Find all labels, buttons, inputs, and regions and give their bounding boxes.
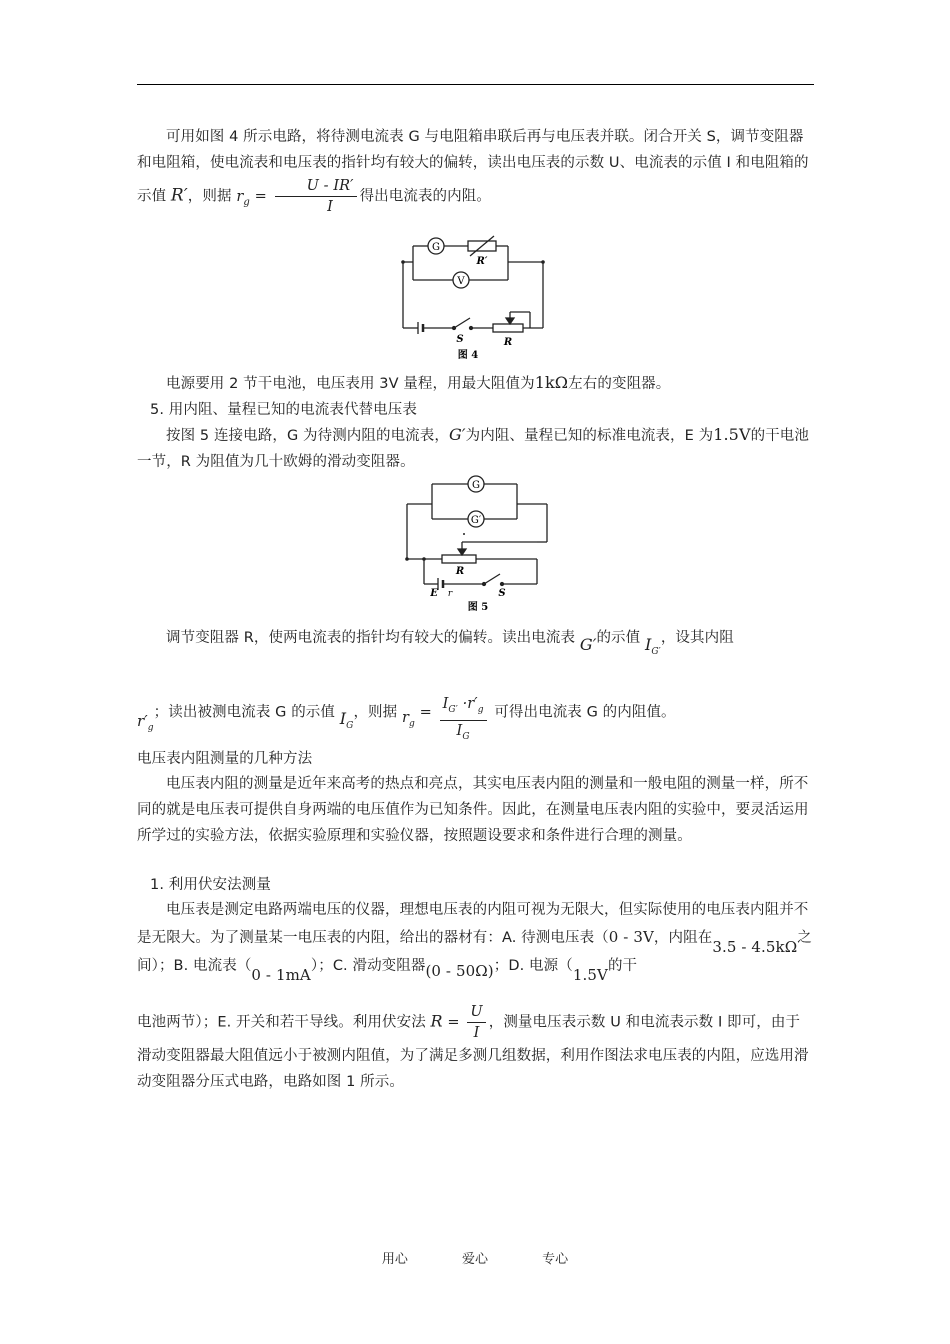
p4-text-a: 按图 5 连接电路，G 为待测内阻的电流表， [166,428,449,444]
fig4-R-label: R [503,337,513,348]
p9-range-a: 0 - 1mA [251,966,311,984]
fig5-r-label: r [447,589,453,599]
p2-value: 1kΩ [534,373,569,392]
p7-text: 电压表内阻的测量是近年来高考的热点和亮点，其实电压表内阻的测量和一般电阻的测量一样，所不同的就是电压表可提供自身两端的电压值作为已知条件。因此，在测量电压表内阻的实验中，要灵活运用所学过的实验方法，依据实验原理和实验仪器，按照题设要求和条件进行合理的测量。 [137,776,809,844]
figure-5-circuit [402,474,552,614]
paragraph-voltammetry-cont [137,1002,814,1095]
p6-text-a: ；读出被测电流表 G 的示值 [153,704,336,721]
p10-R: R [430,1011,443,1031]
p9-text-e: ；D. 电源（ [493,958,573,974]
paragraph-read-gprime [137,624,814,657]
p5-g-prime: G′ [579,635,597,654]
p10-equals: = [447,1014,460,1031]
header-rule [137,84,814,85]
p5-i-sub: G′ [651,647,661,658]
section-1-heading [150,872,827,898]
p5-i-symbol [644,635,661,658]
p4-emf: 1.5V [713,425,751,444]
p9-range-r: 3.5 - 4.5kΩ [712,938,798,956]
p5-text-a: 调节变阻器 R，使两电流表的指针均有较大的偏转。读出电流表 [166,630,576,646]
p6-denominator [440,721,487,747]
paragraph-gprime-formula [137,686,814,742]
p6-rg-symbol [137,712,154,734]
p6-den-i: I [456,722,463,739]
p6-ig-sub: G [346,721,354,732]
p1-text-b: ，则据 [187,188,232,205]
p6-rg-letter: r′ [137,712,148,731]
fig4-caption: 图 4 [457,350,479,361]
p6-ig-symbol [339,709,354,732]
p10-den: I [473,1025,480,1041]
p6-den-sub: G [462,731,470,742]
p9-text-d: ）；C. 滑动变阻器 [310,958,426,974]
p3-text: 5. 用内阻、量程已知的电流表代替电压表 [150,402,417,418]
p6-lhs-sub: g [409,719,415,730]
p6-num-sub2: g [477,704,484,715]
fig4-G-label: G [432,242,440,253]
formula-denominator: I [327,199,333,215]
p9-emf: 1.5V [572,966,608,984]
paragraph-fig5-method [137,422,814,475]
rg-letter: r [236,188,244,205]
p5-text-b: 的示值 [596,630,641,646]
formula-fraction [275,176,357,217]
footer-c: 专心 [542,1252,569,1267]
section-5-heading [150,397,827,423]
fig5-E-label: E [430,588,438,599]
fig4-S-label: S [456,334,464,345]
p4-text-c: 的干电池一节，R 为阻值为几十欧姆的滑动变阻器。 [137,428,810,470]
p10-num: U [467,1002,485,1023]
p4-g-prime: G′ [449,425,466,444]
rg-symbol [236,188,250,208]
p4-text-b: 为内阻、量程已知的标准电流表，E 为 [465,428,714,444]
p8-text: 1. 利用伏安法测量 [150,877,271,893]
p6-text-b: ，则据 [353,704,398,721]
h1-text: 电压表内阻测量的几种方法 [137,751,313,767]
p2-text-b: 左右的变阻器。 [568,376,671,392]
paragraph-voltmeter-intro [137,771,814,849]
section-voltmeter-heading [137,746,814,772]
p1-text-c: 得出电流表的内阻。 [359,188,491,205]
fig5-S-label: S [498,588,506,599]
p6-rg-sub: g [147,723,154,734]
p9-text-f: 的干 [607,958,638,974]
fig4-V-label: V [457,276,465,287]
p5-i-letter: I [644,635,652,654]
p9-text-a: 电压表是测定电路两端电压的仪器，理想电压表的内阻可视为无限大，但实际使用的电压表内阻并不是无限大。为了测量某一电压表的内阻，给出的器材有：A. 待测电压表（ [137,902,809,946]
equals-sign: = [254,188,267,205]
p10-fraction [467,1002,485,1043]
p6-fraction [440,694,487,747]
p6-lhs [401,710,415,730]
figure-4-circuit [398,232,548,362]
formula-numerator: U - IR′ [275,176,357,197]
p9-text-c: 之间）；B. 电流表（ [137,930,812,974]
p6-numerator [440,694,487,721]
p6-num-mid: ·r′ [457,696,478,712]
footer-a: 用心 [381,1252,408,1267]
fig5-G-label: G [472,480,480,491]
paragraph-voltammetry [137,897,814,984]
p6-text-c: 可得出电流表 G 的内阻值。 [494,704,676,721]
p9-range-v: 0 - 3V [608,928,654,946]
p2-text-a: 电源要用 2 节干电池，电压表用 3V 量程，用最大阻值为 [166,376,535,392]
fig4-Rprime-label: R′ [476,256,488,267]
p6-num-sub1: G′ [448,704,458,715]
p10-text-b: ，测量电压表示数 U 和电流表示数 I 即可，由于滑动变阻器最大阻值远小于被测内阻值，为了满足多测几组数据，利用作图法求电压表的内阻，应选用滑动变阻器分压式电路，电路如图 1 所示。 [137,1014,809,1090]
p1-text: 可用如图 4 所示电路，将待测电流表 G 与电阻箱串联后再与电压表并联。闭合开关 S，调节变阻器和电阻箱，使电流表和电压表的指针均有较大的偏转，读出电压表的示数 U、电流表的示值 I 和电阻箱的示值 [137,129,809,205]
p5-text-c: ，设其内阻 [660,630,734,646]
p10-text-a: 电池两节）；E. 开关和若干导线。利用伏安法 [137,1014,426,1031]
paragraph-fig4-method [137,124,814,217]
fig5-caption: 图 5 [467,602,489,613]
p9-range-rh: (0 - 50Ω) [425,962,494,980]
p9-text-b: ，内阻在 [653,930,713,946]
p6-equals: = [419,704,432,721]
r-prime-symbol: R′ [170,185,188,206]
p6-ig-letter: I [339,709,347,729]
footer-b: 爱心 [461,1252,488,1267]
rg-sub: g [243,196,250,208]
fig5-Gprime-label: G′ [470,515,482,526]
page-footer [0,1248,950,1267]
p6-lhs-letter: r [401,710,410,727]
fig5-R-label: R [455,566,465,577]
p6-num-i: I [442,696,449,712]
paragraph-power-source [137,370,814,397]
